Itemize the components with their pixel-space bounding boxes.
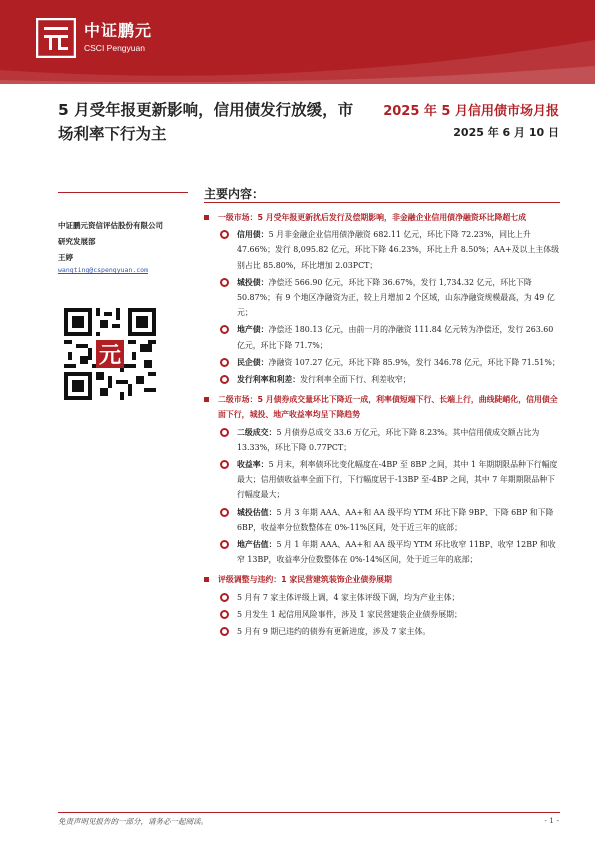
circle-bullet-icon bbox=[220, 278, 229, 287]
item-label: 城投债： bbox=[237, 277, 269, 287]
item-text: 发行利率全面下行、利差收窄； bbox=[300, 375, 411, 385]
list-item bbox=[204, 624, 560, 639]
list-item bbox=[204, 355, 560, 370]
footer-rule bbox=[58, 812, 560, 813]
circle-bullet-icon bbox=[220, 375, 229, 384]
list-item bbox=[204, 275, 560, 321]
author-email-link[interactable]: wangting@cspengyuan.com bbox=[58, 266, 149, 274]
item-label: 地产债： bbox=[237, 325, 269, 335]
item-label: 地产估值： bbox=[237, 540, 277, 550]
item-text: 5 月债券总成交 33.6 万亿元，环比下降 8.23%。其中信用债成交额占比为 13.33%，环比下降 0.77PCT； bbox=[237, 427, 540, 452]
item-text: 5 月 3 年期 AAA、AA+和 AA 级平均 YTM 环比下降 9BP、下降 6BP 和下降 6BP，收益率分位数整体在 0%-11%区间，处于近三年的底部； bbox=[237, 507, 554, 532]
section-title: 评级调整与违约：1 家民营建筑装饰企业债券展期 bbox=[218, 575, 392, 585]
item-label: 城投估值： bbox=[237, 507, 277, 517]
item-text: 5 月末，利率债环比变化幅度在-4BP 至 8BP 之间，其中 1 年期期限品种下行幅度最大；信用债收益率全面下行，下行幅度居于-13BP 至-4BP 之间，其中 7 年期期限品种下行幅度最大； bbox=[237, 460, 558, 500]
circle-bullet-icon bbox=[220, 230, 229, 239]
footer-disclaimer: 免责声明见报告的一部分，请务必一起阅读。 bbox=[58, 817, 208, 826]
circle-bullet-icon bbox=[220, 627, 229, 636]
page-number: - 1 - bbox=[544, 816, 559, 825]
item-text: 5 月发生 1 起信用风险事件，涉及 1 家民营建装企业债券展期； bbox=[237, 609, 462, 619]
square-bullet-icon bbox=[204, 397, 209, 402]
item-text: 净融资 107.27 亿元，环比下降 85.9%，发行 346.78 亿元，环比下降 71.51%； bbox=[268, 357, 560, 367]
report-type: 2025 年 5 月信用债市场月报 bbox=[383, 104, 559, 119]
report-title: 5 月受年报更新影响，信用债发行放缓，市场利率下行为主 bbox=[58, 101, 354, 143]
circle-bullet-icon bbox=[220, 508, 229, 517]
firm-name: 中证鹏元资信评估股份有限公司 bbox=[58, 221, 163, 230]
author-info bbox=[58, 218, 163, 266]
section-secondary-market bbox=[204, 392, 560, 422]
item-text: 净偿还 180.13 亿元，由前一月的净融资 111.84 亿元转为净偿还，发行 263.60 亿元，环比下降 71.7%； bbox=[237, 325, 554, 350]
square-bullet-icon bbox=[204, 577, 209, 582]
list-item bbox=[204, 457, 560, 503]
brand-logo-icon bbox=[36, 18, 76, 58]
author-name: 王婷 bbox=[58, 253, 73, 262]
item-text: 净偿还 566.90 亿元，环比下降 36.67%，发行 1,734.32 亿元，环比下降 50.87%；有 9 个地区净融资为正，较上月增加 2 个区域，山东净融资规模最高，为 49 亿元； bbox=[237, 277, 555, 318]
qr-center-logo: 元 bbox=[98, 343, 122, 369]
circle-bullet-icon bbox=[220, 358, 229, 367]
section-heading: 主要内容： bbox=[204, 187, 265, 201]
list-item bbox=[204, 505, 560, 535]
item-text: 5 月有 9 期已违约的债券有更新进度，涉及 7 家主体。 bbox=[237, 627, 431, 637]
item-label: 收益率： bbox=[237, 460, 269, 470]
circle-bullet-icon bbox=[220, 593, 229, 602]
heading-rule bbox=[204, 202, 560, 203]
circle-bullet-icon bbox=[220, 460, 229, 469]
list-item bbox=[204, 537, 560, 567]
item-label: 信用债： bbox=[237, 230, 269, 240]
circle-bullet-icon bbox=[220, 540, 229, 549]
department: 研究发展部 bbox=[58, 237, 96, 246]
brand-name-en: CSCI Pengyuan bbox=[84, 43, 145, 53]
item-text: 5 月非金融企业信用债净融资 682.11 亿元，环比下降 72.23%，同比上升 47.66%；发行 8,095.82 亿元，环比下降 46.23%，环比上升 8.50%；AA+及以上主体级别占比 85.80%，环比增加 2.03PCT； bbox=[237, 230, 560, 270]
section-primary-market bbox=[204, 210, 560, 225]
item-text: 5 月有 7 家主体评级上调，4 家主体评级下调，均为产业主体； bbox=[237, 592, 460, 602]
brand-logo bbox=[36, 18, 152, 58]
sidebar-divider bbox=[58, 192, 188, 193]
section-title: 一级市场：5 月受年报更新扰后发行及偿期影响，非金融企业信用债净融资环比降超七成 bbox=[218, 213, 527, 222]
item-label: 民企债： bbox=[237, 357, 269, 367]
item-text: 5 月 1 年期 AAA、AA+和 AA 级平均 YTM 环比收窄 11BP、收窄 12BP 和收窄 13BP，收益率分位数整体在 0%-14%区间，处于近三年的底部； bbox=[237, 540, 556, 565]
report-date: 2025 年 6 月 10 日 bbox=[453, 126, 559, 139]
qr-code[interactable] bbox=[64, 308, 156, 400]
list-item bbox=[204, 227, 560, 273]
summary-content bbox=[204, 210, 560, 641]
brand-name-cn: 中证鹏元 bbox=[84, 21, 153, 40]
section-title: 二级市场：5 月债券成交量环比下降近一成，利率债短端下行、长端上行，曲线陡峭化，信用债全面下行，城投、地产收益率均呈下降趋势 bbox=[218, 395, 558, 420]
circle-bullet-icon bbox=[220, 610, 229, 619]
circle-bullet-icon bbox=[220, 428, 229, 437]
item-label: 二级成交： bbox=[237, 427, 277, 437]
list-item bbox=[204, 322, 560, 352]
list-item bbox=[204, 590, 560, 605]
item-label: 发行利率和利差： bbox=[237, 375, 301, 385]
header-banner bbox=[0, 0, 595, 84]
section-rating-default bbox=[204, 572, 560, 587]
list-item bbox=[204, 425, 560, 455]
square-bullet-icon bbox=[204, 215, 209, 220]
list-item bbox=[204, 372, 560, 387]
circle-bullet-icon bbox=[220, 325, 229, 334]
list-item bbox=[204, 607, 560, 622]
